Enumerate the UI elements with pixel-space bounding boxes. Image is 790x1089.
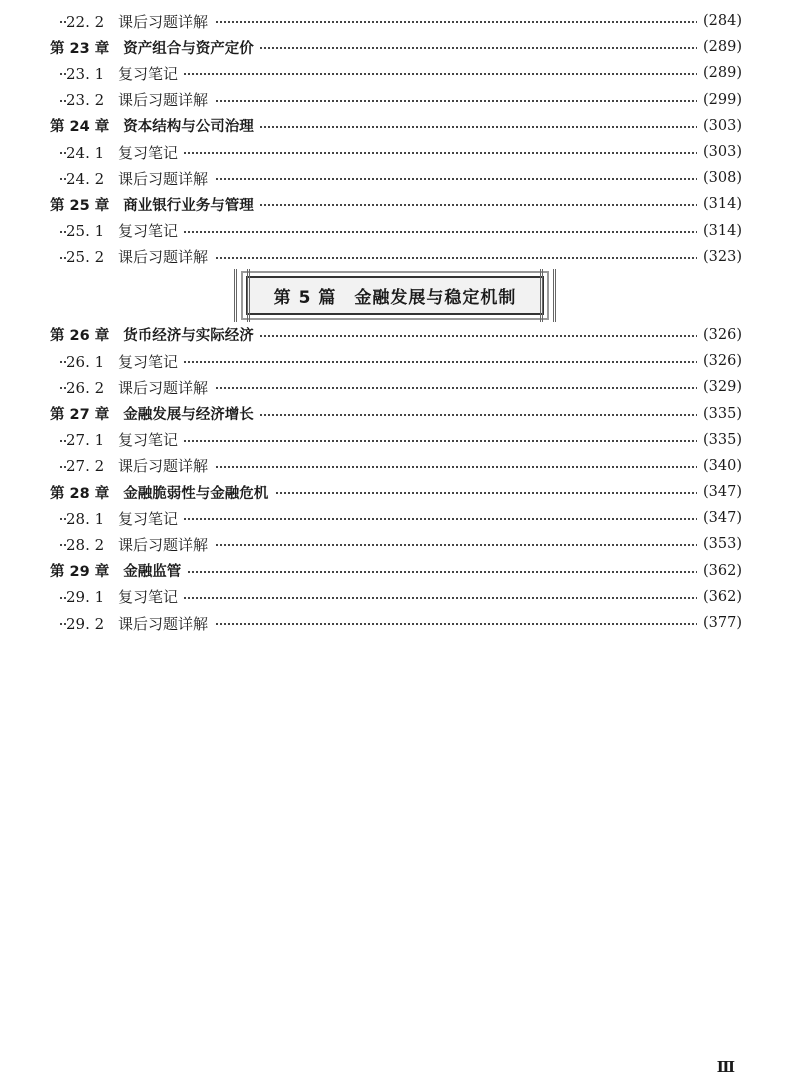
toc-entry-heading bbox=[66, 586, 184, 607]
toc-section-entry[interactable] bbox=[0, 505, 790, 531]
toc-section-entry[interactable] bbox=[0, 374, 790, 400]
chapter-number: 第 29 章 bbox=[50, 564, 110, 581]
toc-entry-heading bbox=[66, 11, 214, 32]
page-number: (353) bbox=[697, 536, 742, 552]
section-title: 课后习题详解 bbox=[118, 378, 209, 397]
toc-chapter-entry[interactable] bbox=[0, 113, 790, 139]
page-number: (326) bbox=[697, 327, 742, 343]
section-number: 24. 1 bbox=[66, 143, 105, 162]
section-title: 课后习题详解 bbox=[118, 12, 209, 31]
toc-chapter-entry[interactable] bbox=[0, 479, 790, 505]
table-of-contents bbox=[0, 8, 790, 636]
toc-section-entry[interactable] bbox=[0, 139, 790, 165]
page-number: (308) bbox=[697, 170, 742, 186]
chapter-title: 金融脆弱性与金融危机 bbox=[123, 485, 269, 502]
part-title: 金融发展与稳定机制 bbox=[354, 288, 517, 309]
banner-ornament-left bbox=[234, 269, 250, 322]
page-number: (284) bbox=[697, 13, 742, 29]
toc-entry-heading bbox=[66, 455, 214, 476]
toc-entry-heading bbox=[66, 246, 214, 267]
chapter-number: 第 26 章 bbox=[50, 328, 110, 345]
toc-entry-heading bbox=[66, 142, 184, 163]
section-title: 复习笔记 bbox=[118, 588, 179, 607]
section-title: 课后习题详解 bbox=[118, 248, 209, 267]
part-heading-box bbox=[246, 276, 545, 315]
section-number: 26. 2 bbox=[66, 378, 105, 397]
section-number: 26. 1 bbox=[66, 352, 105, 371]
toc-chapter-entry[interactable] bbox=[0, 322, 790, 348]
chapter-title: 货币经济与实际经济 bbox=[123, 328, 254, 345]
page-number: (362) bbox=[697, 563, 742, 579]
toc-entries-before-part bbox=[0, 8, 790, 270]
page-number: (329) bbox=[697, 379, 742, 395]
page-number: (347) bbox=[697, 484, 742, 500]
page-number: (303) bbox=[697, 144, 742, 160]
section-title: 复习笔记 bbox=[118, 509, 179, 528]
toc-chapter-entry[interactable] bbox=[0, 191, 790, 217]
toc-entry-heading bbox=[50, 403, 260, 424]
page-number: (326) bbox=[697, 353, 742, 369]
toc-section-entry[interactable] bbox=[0, 531, 790, 557]
chapter-title: 金融监管 bbox=[123, 564, 182, 581]
chapter-number: 第 27 章 bbox=[50, 407, 110, 424]
chapter-title: 商业银行业务与管理 bbox=[123, 197, 254, 214]
page-number: (303) bbox=[697, 118, 742, 134]
chapter-number: 第 28 章 bbox=[50, 485, 110, 502]
page-number: (362) bbox=[697, 589, 742, 605]
section-title: 复习笔记 bbox=[118, 431, 179, 450]
toc-chapter-entry[interactable] bbox=[0, 400, 790, 426]
toc-section-entry[interactable] bbox=[0, 60, 790, 86]
section-number: 24. 2 bbox=[66, 169, 105, 188]
section-number: 28. 2 bbox=[66, 535, 105, 554]
toc-entry-heading bbox=[66, 508, 184, 529]
section-title: 复习笔记 bbox=[118, 222, 179, 241]
section-title: 课后习题详解 bbox=[118, 169, 209, 188]
page-folio: Ⅲ bbox=[716, 1058, 734, 1076]
page-number: (314) bbox=[697, 196, 742, 212]
toc-entry-heading bbox=[50, 560, 187, 581]
chapter-title: 金融发展与经济增长 bbox=[123, 407, 254, 424]
section-title: 课后习题详解 bbox=[118, 535, 209, 554]
section-number: 29. 2 bbox=[66, 614, 105, 633]
toc-entry-heading bbox=[66, 377, 214, 398]
toc-entry-heading bbox=[66, 63, 184, 84]
chapter-title: 资产组合与资产定价 bbox=[123, 40, 254, 57]
section-number: 22. 2 bbox=[66, 12, 105, 31]
page-number: (323) bbox=[697, 249, 742, 265]
page-number: (299) bbox=[697, 92, 742, 108]
toc-section-entry[interactable] bbox=[0, 584, 790, 610]
page-number: (289) bbox=[697, 65, 742, 81]
chapter-number: 第 23 章 bbox=[50, 40, 110, 57]
toc-entry-heading bbox=[50, 482, 274, 503]
section-title: 复习笔记 bbox=[118, 352, 179, 371]
section-number: 29. 1 bbox=[66, 588, 105, 607]
toc-entry-heading bbox=[66, 89, 214, 110]
section-number: 27. 2 bbox=[66, 457, 105, 476]
toc-entry-heading bbox=[66, 534, 214, 555]
toc-section-entry[interactable] bbox=[0, 610, 790, 636]
toc-entry-heading bbox=[66, 168, 214, 189]
toc-entry-heading bbox=[50, 115, 260, 136]
toc-section-entry[interactable] bbox=[0, 87, 790, 113]
section-title: 复习笔记 bbox=[118, 64, 179, 83]
toc-entries-after-part bbox=[0, 322, 790, 636]
page-number: (347) bbox=[697, 510, 742, 526]
section-number: 25. 1 bbox=[66, 222, 105, 241]
section-title: 课后习题详解 bbox=[118, 457, 209, 476]
section-title: 复习笔记 bbox=[118, 143, 179, 162]
section-number: 27. 1 bbox=[66, 431, 105, 450]
section-number: 23. 2 bbox=[66, 91, 105, 110]
part-banner bbox=[0, 270, 790, 322]
toc-chapter-entry[interactable] bbox=[0, 558, 790, 584]
toc-entry-heading bbox=[66, 351, 184, 372]
page-number: (335) bbox=[697, 406, 742, 422]
section-number: 25. 2 bbox=[66, 248, 105, 267]
toc-entry-heading bbox=[50, 37, 260, 58]
toc-entry-heading bbox=[50, 324, 260, 345]
banner-ornament-right bbox=[540, 269, 556, 322]
toc-section-entry[interactable] bbox=[0, 165, 790, 191]
section-number: 23. 1 bbox=[66, 64, 105, 83]
toc-section-entry[interactable] bbox=[0, 218, 790, 244]
toc-entry-heading bbox=[66, 429, 184, 450]
page-number: (340) bbox=[697, 458, 742, 474]
page-number: (335) bbox=[697, 432, 742, 448]
toc-section-entry[interactable] bbox=[0, 453, 790, 479]
chapter-title: 资本结构与公司治理 bbox=[123, 119, 254, 136]
part-number: 第 5 篇 bbox=[273, 288, 337, 309]
toc-chapter-entry[interactable] bbox=[0, 34, 790, 60]
toc-section-entry[interactable] bbox=[0, 427, 790, 453]
chapter-number: 第 24 章 bbox=[50, 119, 110, 136]
section-number: 28. 1 bbox=[66, 509, 105, 528]
toc-entry-heading bbox=[66, 613, 214, 634]
toc-entry-heading bbox=[66, 220, 184, 241]
toc-section-entry[interactable] bbox=[0, 8, 790, 34]
section-title: 课后习题详解 bbox=[118, 91, 209, 110]
toc-section-entry[interactable] bbox=[0, 348, 790, 374]
toc-section-entry[interactable] bbox=[0, 244, 790, 270]
page-number: (377) bbox=[697, 615, 742, 631]
section-title: 课后习题详解 bbox=[118, 614, 209, 633]
chapter-number: 第 25 章 bbox=[50, 197, 110, 214]
page-number: (289) bbox=[697, 39, 742, 55]
toc-entry-heading bbox=[50, 194, 260, 215]
page-number: (314) bbox=[697, 223, 742, 239]
